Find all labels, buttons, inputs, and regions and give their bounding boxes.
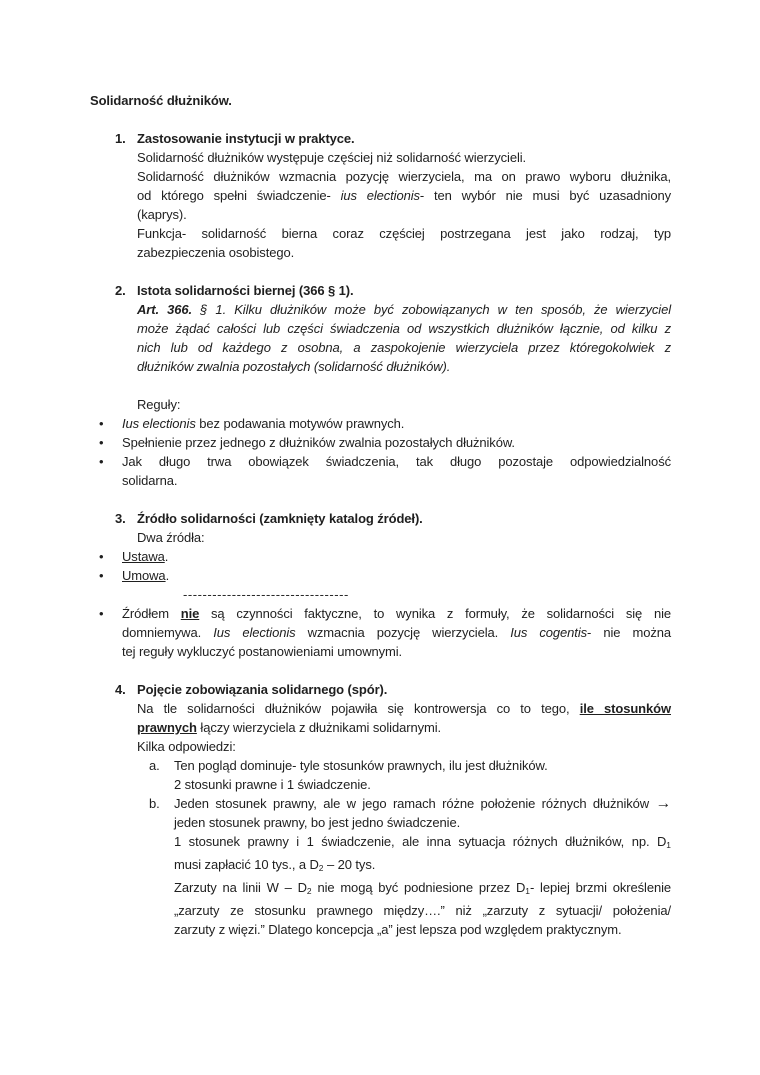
text-run: Jeden stosunek prawny, ale w jego ramach różne położenie różnych dłużników xyxy=(174,796,656,811)
list-item-continuation: zarzuty z więzi.” Dlatego koncepcja „a” jest lepsza pod względem praktycznym. xyxy=(174,922,622,938)
section-4-number: 4. xyxy=(115,682,126,697)
document-content xyxy=(90,91,671,939)
bullet-item xyxy=(99,547,671,566)
list-item-continuation: jeden stosunek prawny, bo jest jedno świadczenie. xyxy=(174,815,461,830)
bullet-icon: • xyxy=(99,606,104,621)
spacer xyxy=(90,376,671,395)
rules-label: Reguły: xyxy=(137,397,181,412)
section-4-heading-text: Pojęcie zobowiązania solidarnego (spór). xyxy=(137,682,388,697)
underlined-term: Ustawa xyxy=(122,549,165,564)
paragraph-line: Solidarność dłużników występuje częściej niż solidarność wierzycieli. xyxy=(137,150,527,165)
latin-term: Ius electionis xyxy=(122,416,196,431)
text-run: . xyxy=(164,549,169,564)
list-item-continuation xyxy=(174,855,671,878)
spacer xyxy=(90,262,671,281)
statute-ref: Art. 366. xyxy=(137,302,193,317)
section-4-heading xyxy=(115,680,671,699)
text-run: Ten pogląd dominuje- tyle stosunków prawnych, ilu jest dłużników. xyxy=(174,758,548,773)
paragraph-line: Kilka odpowiedzi: xyxy=(137,739,236,754)
bullet-item xyxy=(99,566,671,585)
arrow-right-icon: → xyxy=(655,795,671,812)
list-item-b-marker: b. xyxy=(149,796,160,811)
subscript: 2 xyxy=(306,886,312,897)
text-run: - ten wybór nie musi być uzasadniony xyxy=(419,188,672,203)
bullet-item xyxy=(99,414,671,433)
section-3-heading-text: Źródło solidarności (zamknięty katalog źródeł). xyxy=(137,511,423,526)
paragraph-line: (kaprys). xyxy=(137,207,187,222)
text-run: nie mogą być podniesione przez D xyxy=(311,880,526,896)
latin-term: Ius cogentis xyxy=(510,625,588,640)
section-3-heading xyxy=(115,509,671,528)
section-3-number: 3. xyxy=(115,511,126,526)
list-item-a xyxy=(149,756,671,775)
paragraph-line xyxy=(137,186,671,205)
text-run: Jak długo trwa obowiązek świadczenia, tak długo pozostaje odpowiedzialność xyxy=(122,454,671,469)
bullet-icon: • xyxy=(99,568,104,583)
paragraph-line: Funkcja- solidarność bierna coraz częściej postrzegana jest jako rodzaj, typ xyxy=(137,226,671,241)
text-run: - nie można xyxy=(587,625,671,640)
text-run: musi zapłacić 10 tys., a D xyxy=(174,857,319,873)
list-item-continuation xyxy=(174,878,671,901)
text-run: bez podawania motywów prawnych. xyxy=(195,416,405,431)
separator-dashes: ---------------------------------- xyxy=(183,587,349,602)
text-run: 1 stosunek prawny i 1 świadczenie, ale inna sytuacja różnych dłużników, np. D xyxy=(174,834,667,849)
text-run: wzmacnia pozycję wierzyciela. xyxy=(295,625,511,640)
subscript: 1 xyxy=(666,840,671,851)
bullet-continuation: tej reguły wykluczyć postanowieniami umownymi. xyxy=(122,644,403,659)
emphasis-term: nie xyxy=(180,606,200,621)
statute-quote-line: może żądać całości lub części świadczenia od wszystkich dłużników łącznie, od kilku z xyxy=(137,321,671,336)
paragraph-line: Dwa źródła: xyxy=(137,530,205,545)
bullet-continuation xyxy=(122,623,671,642)
section-1-number: 1. xyxy=(115,131,126,146)
subscript: 1 xyxy=(525,886,530,897)
text-run: od którego spełni świadczenie- xyxy=(137,188,341,203)
text-run: domniemywa. xyxy=(122,625,214,640)
bullet-icon: • xyxy=(99,416,104,431)
bullet-item xyxy=(99,433,671,452)
bullet-icon: • xyxy=(99,435,104,450)
list-item-continuation xyxy=(174,832,671,855)
list-item-b xyxy=(149,794,671,813)
text-run: łączy wierzyciela z dłużnikami solidarnymi. xyxy=(196,720,442,735)
latin-term: Ius electionis xyxy=(213,625,296,640)
spacer xyxy=(90,661,671,680)
subscript: 2 xyxy=(318,863,324,874)
text-run: - lepiej brzmi określenie xyxy=(530,880,671,896)
text-run: – 20 tys. xyxy=(323,857,376,873)
text-run: § 1. Kilku dłużników może być zobowiązanych w ten sposób, że wierzyciel xyxy=(192,302,671,317)
bullet-continuation: solidarna. xyxy=(122,473,178,488)
bullet-item xyxy=(99,604,671,623)
section-2-number: 2. xyxy=(115,283,126,298)
section-1-heading-text: Zastosowanie instytucji w praktyce. xyxy=(137,131,355,146)
paragraph-line: Solidarność dłużników wzmacnia pozycję wierzyciela, ma on prawo wyboru dłużnika, xyxy=(137,169,671,184)
underlined-term: Umowa xyxy=(122,568,166,583)
list-item-continuation: 2 stosunki prawne i 1 świadczenie. xyxy=(174,777,371,792)
emphasis-term: ile stosunków xyxy=(579,701,671,716)
paragraph-line: zabezpieczenia osobistego. xyxy=(137,245,295,260)
latin-term: ius electionis xyxy=(340,188,420,203)
text-run: Spełnienie przez jednego z dłużników zwalnia pozostałych dłużników. xyxy=(122,435,515,450)
bullet-item xyxy=(99,452,671,471)
paragraph-line xyxy=(137,699,671,718)
statute-quote-line: dłużników zwalnia pozostałych (solidarność dłużników). xyxy=(137,359,451,374)
list-item-continuation: „zarzuty ze stosunku prawnego między….” niż „zarzuty z sytuacji/ położenia/ xyxy=(174,903,671,919)
text-run: są czynności faktyczne, to wynika z formuły, że solidarności się nie xyxy=(199,606,671,621)
text-run: . xyxy=(165,568,170,583)
spacer xyxy=(90,110,671,129)
text-run: Źródłem xyxy=(122,606,181,621)
bullet-icon: • xyxy=(99,549,104,564)
doc-title: Solidarność dłużników. xyxy=(90,93,232,108)
statute-quote-line: nich lub od każdego z osobna, a zaspokojenie wierzyciela przez któregokolwiek z xyxy=(137,340,671,355)
section-2-heading-text: Istota solidarności biernej (366 § 1). xyxy=(137,283,354,298)
statute-quote-line xyxy=(137,300,671,319)
section-1-heading xyxy=(115,129,671,148)
bullet-icon: • xyxy=(99,454,104,469)
spacer xyxy=(90,490,671,509)
paragraph-line xyxy=(137,718,671,737)
emphasis-term: prawnych xyxy=(137,720,197,735)
section-2-heading xyxy=(115,281,671,300)
text-run: Na tle solidarności dłużników pojawiła się kontrowersja co to tego, xyxy=(137,701,580,716)
text-run: Zarzuty na linii W – D xyxy=(174,880,307,896)
list-item-a-marker: a. xyxy=(149,758,160,773)
